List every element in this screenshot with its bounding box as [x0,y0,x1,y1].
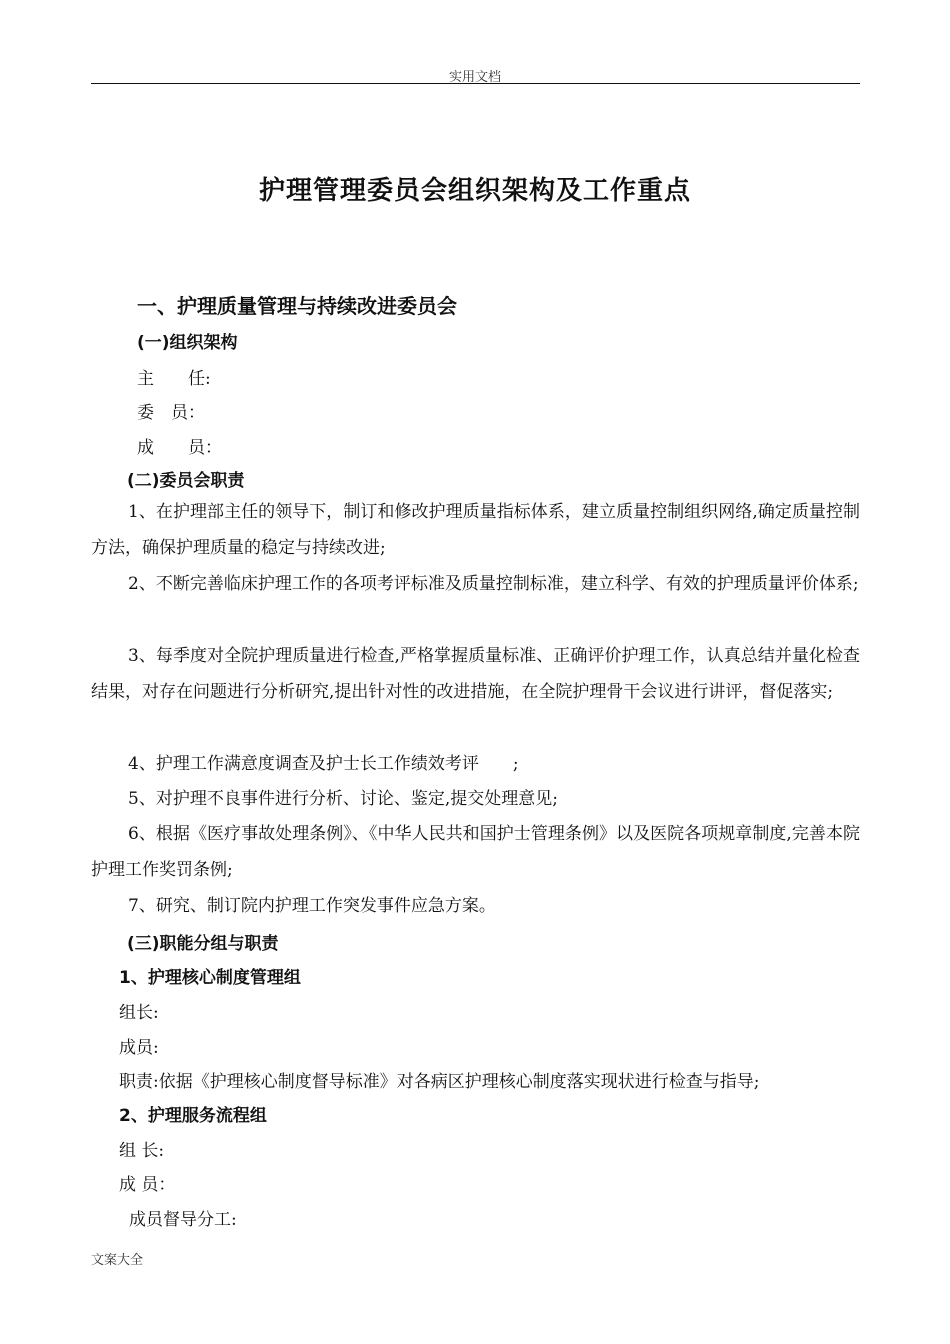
group-leader-line: 组 长: [119,1141,165,1161]
subsection-heading-org: (一)组织架构 [137,333,238,353]
staff-line: 成 员： [137,438,222,458]
page-header: 实用文档 [448,70,501,85]
duty-item: 5、对护理不良事件进行分析、讨论、鉴定,提交处理意见; [128,789,558,809]
group-members-line: 成员: [119,1038,159,1058]
duty-item: 6、根据《医疗事故处理条例》、《中华人民共和国护士管理条例》以及医院各项规章制度,完善本院护理工作奖罚条例; [91,824,860,880]
duty-item: 4、护理工作满意度调查及护士长工作绩效考评 ; [128,754,519,774]
director-line: 主 任: [137,369,211,389]
group-duty-line: 职责:依据《护理核心制度督导标准》对各病区护理核心制度落实现状进行检查与指导; [119,1072,760,1092]
header-divider [91,83,860,84]
section-heading: 一、护理质量管理与持续改进委员会 [137,294,457,318]
subsection-heading-groups: (三)职能分组与职责 [127,934,279,954]
subsection-heading-duties: (二)委员会职责 [127,471,245,491]
duty-item: 1、在护理部主任的领导下，制订和修改护理质量指标体系，建立质量控制组织网络,确定质量控制方法，确保护理质量的稳定与持续改进; [91,502,860,558]
duty-item: 2、不断完善临床护理工作的各项考评标准及质量控制标准，建立科学、有效的护理质量评价体系; [128,574,859,594]
group-heading-service: 2、护理服务流程组 [119,1106,267,1126]
group-heading-core: 1、护理核心制度管理组 [119,968,301,988]
group-division-line: 成员督导分工: [129,1210,237,1230]
page-footer: 文案大全 [91,1253,144,1268]
duty-item: 3、每季度对全院护理质量进行检查,严格掌握质量标准、正确评价护理工作，认真总结并量化检查结果，对存在问题进行分析研究,提出针对性的改进措施，在全院护理骨干会议进行讲评，督促落实; [91,646,860,702]
document-title: 护理管理委员会组织架构及工作重点 [258,176,691,206]
member-line: 委 员： [137,403,205,423]
duty-item: 7、研究、制订院内护理工作突发事件应急方案。 [128,896,496,916]
group-members-line: 成 员： [119,1175,176,1195]
group-leader-line: 组长: [119,1003,159,1023]
